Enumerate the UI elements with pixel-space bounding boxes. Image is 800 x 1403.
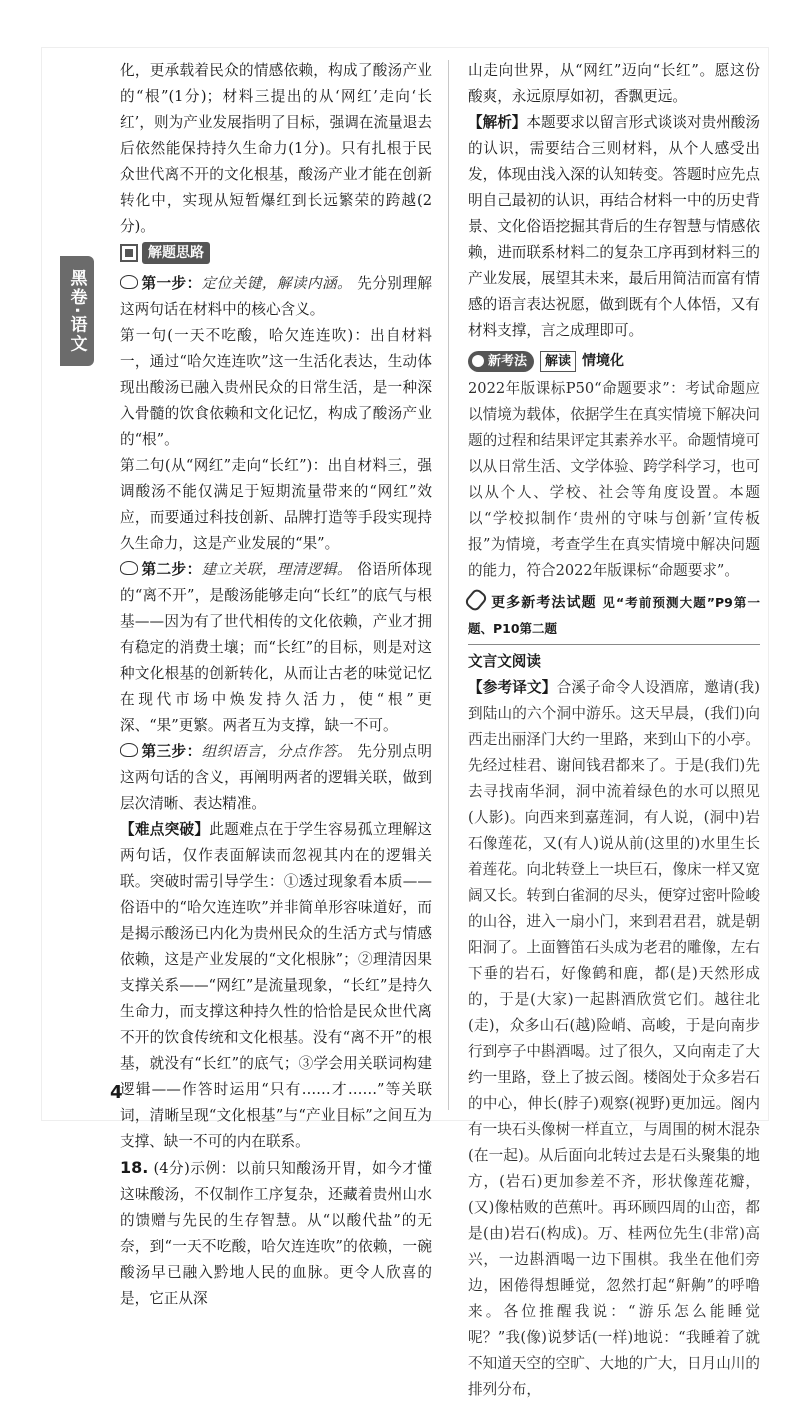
step-1-label: 第一步：	[141, 275, 202, 292]
translation-text: 合溪子命令人设酒席，邀请(我)到陆山的六个洞中游乐。这天早晨，(我们)向西走出丽泽门大约一里路，来到山下的小亭。先经过桂君、谢间钱君都来了。于是(我们)先去寻找南华洞，洞中流着绿色的水可以照见(人影)。向西来到嘉莲洞，有人说，(洞中)岩石像莲花，又(有人)说从前(这里的)水里生长着莲花。向北转登上一块巨石，像床一样又宽阔又长。转到白雀洞的尽头，便穿过密叶险峻的山谷，进入一扇小门，来到君君君，就是朝阳洞了。上面簪笛石头成为老君的雕像，左右下垂的岩石，好像鹤和鹿，都(是)天然形成的，于是(大家)一起斟酒欣赏它们。越往北(走)，众多山石(越)险峭、高峻，于是向南步行到亭子中斟酒喝。过了很久，又向南走了大约一里路，登上了披云阁。楼阁处于众多岩石的中心，伸长(脖子)观察(视野)更加远。阁内有一块石头像树一样直立，与周围的树木混杂(在一起)。从后面向北转过去是石头聚集的地方，(岩石)更加参差不齐，形状像莲花瓣，(又)像枯败的芭蕉叶。再环顾四周的山峦，都是(由)岩石(构成)。万、桂两位先生(非常)高兴，一边斟酒喝一边下围棋。我坐在他们旁边，困倦得想睡觉，忽然打起“鼾齁”的呼噜来。各位推醒我说：“游乐怎么能睡觉呢？”我(像)说梦话(一样)地说：“我睡着了就不知道天空的空旷、大地的广大，日月山川的排列分布，	[468, 679, 760, 1398]
new-exam-header	[468, 348, 760, 374]
difficulty-label: 【难点突破】	[120, 821, 210, 838]
step-2-label: 第二步：	[141, 561, 202, 578]
left-column	[120, 58, 432, 1312]
question-number: 18.	[120, 1158, 149, 1177]
translation-label: 【参考译文】	[468, 679, 557, 696]
right-column	[468, 58, 760, 1403]
hand-pointer-icon	[120, 743, 138, 757]
new-exam-title: 情境化	[582, 353, 625, 369]
answer-paragraph: 化，更承载着民众的情感依赖，构成了酸汤产业的“根”(1分)；材料三提出的从‘网红’走向‘长红’，则为产业发展指明了目标，强调在流量退去后依然能保持持久生命力(1分)。只有扎根于民众世代离不开的文化根基，酸汤产业才能在创新转化中，实现从短暂爆红到长远繁荣的跨越(2分)。	[120, 62, 432, 235]
new-exam-badge	[468, 351, 534, 372]
subject-side-tab: 黑卷·语文	[60, 256, 94, 366]
page-number: 4	[110, 1082, 123, 1103]
step-2-text: 俗语所体现的“离不开”，是酸汤能够走向“长红”的底气与根基——因为有了世代相传的文化依赖，产业才拥有稳定的消费土壤；而“长红”的目标，则是对这种文化根基的创新转化，从而让古老的味觉记忆在现代市场中焕发持久活力，使“根”更深、“果”更繁。两者互为支撑，缺一不可。	[120, 561, 432, 734]
translation-paragraph	[468, 675, 760, 1403]
badge-dot-icon	[472, 355, 484, 367]
new-exam-sub: 解读	[540, 351, 576, 372]
more-subtitle: 见“考前预测大题”P9第一题、P10第二题	[468, 595, 761, 636]
step-3-hint: 组织语言，分点作答。	[201, 743, 353, 760]
analysis-text: 本题要求以留言形式谈谈对贵州酸汤的认识，需要结合三则材料，从个人感受出发，体现由浅入深的认知转变。答题时应先点明自己最初的认识，再结合材料一中的历史背景、文化俗语挖掘其背后的生存智慧与情感依赖，进而联系材料二的复杂工序再到材料三的产业发展，展望其未来，最后用简洁而富有情感的语言表达祝愿，做到既有个人体悟，又有材料支撑，言之成理即可。	[468, 114, 760, 339]
section-header	[120, 242, 210, 264]
hand-pointer-icon	[120, 561, 138, 575]
section-title: 解题思路	[142, 242, 210, 264]
analysis-label: 【解析】	[468, 114, 527, 131]
step-3-text: 先分别点明这两句话的含义，再阐明两者的逻辑关联，做到层次清晰、表达精准。	[120, 743, 432, 812]
question-18	[120, 1155, 432, 1312]
step-3	[120, 739, 432, 817]
link-icon	[463, 587, 488, 613]
step-2	[120, 557, 432, 739]
more-title: 更多新考法试题	[490, 595, 597, 611]
question-18-text: (4分)示例：以前只知酸汤开胃，如今才懂这味酸汤，不仅制作工序复杂，还藏着贵州山水的馈赠与先民的生存智慧。从“以酸代盐”的无奈，到“一天不吃酸，哈欠连连吹”的依赖，一碗酸汤早已融入黔地人民的血脉。更令人欣喜的是，它正从深	[120, 1160, 432, 1307]
step-3-label: 第三步：	[141, 743, 202, 760]
new-exam-badge-label: 新考法	[488, 353, 528, 369]
more-questions-link[interactable]	[468, 590, 760, 645]
analysis-paragraph	[468, 110, 760, 344]
new-exam-text: 2022年版课标P50“命题要求”：考试命题应以情境为载体，依据学生在真实情境下解决问题的过程和结果评定其素养水平。命题情境可以从日常生活、文学体验、跨学科学习，也可以从个人、学校、社会等角度设置。本题以“学校拟制作‘贵州的守味与创新’宣传板报”为情境，考查学生在真实情境中解决问题的能力，符合2022年版课标“命题要求”。	[468, 380, 760, 579]
step-2-hint: 建立关联，理清逻辑。	[201, 561, 353, 578]
classical-reading-heading: 文言文阅读	[468, 653, 541, 670]
difficulty-text: 此题难点在于学生容易孤立理解这两句话，仅作表面解读而忽视其内在的逻辑关联。突破时需引导学生：①透过现象看本质——俗语中的“哈欠连连吹”并非简单形容味道好，而是揭示酸汤已内化为贵州民众的生活方式与情感依赖，这是产业发展的“文化根脉”；②理清因果支撑关系——“网红”是流量现象，“长红”是持久生命力，而支撑这种持久性的恰恰是民众世代离不开的饮食传统和文化根基。没有“离不开”的根基，就没有“长红”的底气；③学会用关联词构建逻辑——作答时运用“只有……才……”等关联词，清晰呈现“文化根基”与“产业目标”之间互为支撑、缺一不可的内在联系。	[120, 821, 432, 1150]
section-icon	[120, 244, 138, 262]
step-1-hint: 定位关键，解读内涵。	[201, 275, 353, 292]
answer-continued: 山走向世界，从“网红”迈向“长红”。愿这份酸爽，永远原厚如初，香飘更远。	[468, 62, 760, 105]
column-divider	[448, 60, 449, 1110]
hand-pointer-icon	[120, 275, 138, 289]
step-1	[120, 271, 432, 323]
step-1-text: 先分别理解这两句话在材料中的核心含义。	[120, 275, 432, 318]
second-sentence-paragraph: 第二句(从“网红”走向“长红”)：出自材料三，强调酸汤不能仅满足于短期流量带来的“网红”效应，而要通过科技创新、品牌打造等手段实现持久生命力，这是产业发展的“果”。	[120, 457, 432, 552]
first-sentence-paragraph: 第一句(一天不吃酸，哈欠连连吹)：出自材料一，通过“哈欠连连吹”这一生活化表达，生动体现出酸汤已融入贵州民众的日常生活，是一种深入骨髓的饮食依赖和文化记忆，构成了酸汤产业的“根”。	[120, 327, 432, 448]
difficulty-paragraph	[120, 817, 432, 1155]
